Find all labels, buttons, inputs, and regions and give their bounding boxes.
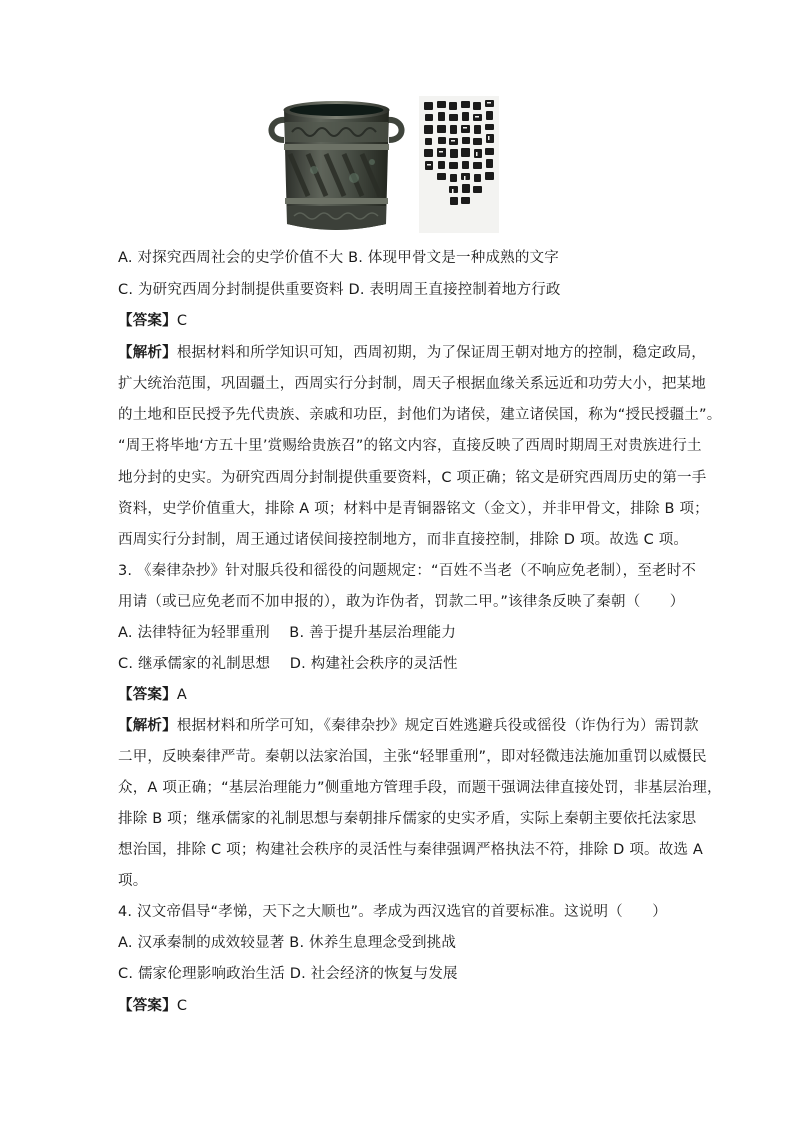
text-line-q2-analysis-7 [118, 530, 688, 550]
text-line-q4-opt-ab [118, 933, 456, 953]
text-segment: 扩大统治范围，巩固疆土，西周实行分封制，周天子根据血缘关系远近和功劳大小，把某地 [118, 376, 706, 392]
text-line-q3-stem-1 [118, 561, 696, 581]
text-segment: C. 继承儒家的礼制思想 D. 构建社会秩序的灵活性 [118, 656, 458, 672]
text-line-q3-analysis-3 [118, 778, 722, 798]
text-line-q2-analysis-3 [118, 405, 721, 425]
bronze-inscription-rubbing-image [419, 96, 499, 233]
text-line-q2-answer [118, 311, 187, 331]
bronze-vessel-figure [264, 96, 500, 238]
text-segment: A. 对探究西周社会的史学价值不大 B. 体现甲骨文是一种成熟的文字 [118, 250, 559, 266]
text-segment: 想治国，排除 C 项；构建社会秩序的灵活性与秦律强调严格执法不符，排除 D 项。故选 A [118, 842, 704, 858]
text-segment: 西周实行分封制，周王通过诸侯间接控制地方，而非直接控制，排除 D 项。故选 C 项。 [118, 532, 689, 548]
text-line-q3-analysis-4 [118, 809, 696, 829]
text-segment: C [176, 313, 188, 329]
text-line-q3-answer [118, 685, 187, 705]
text-line-q2-opt-cd [118, 280, 561, 300]
text-segment: A [176, 687, 187, 703]
bronze-gui-vessel-image [264, 96, 409, 238]
text-segment: C. 为研究西周分封制提供重要资料 D. 表明周王直接控制着地方行政 [118, 282, 561, 298]
text-segment: “周王将毕地‘方五十里’赏赐给贵族召”的铭文内容，直接反映了西周时期周王对贵族进行土 [118, 438, 702, 454]
label-bold: 【解析】 [118, 718, 177, 734]
text-segment: 根据材料和所学知识可知，西周初期，为了保证周王朝对地方的控制，稳定政局， [176, 345, 707, 361]
text-segment: A. 汉承秦制的成效较显著 B. 休养生息理念受到挑战 [118, 935, 457, 951]
label-bold: 【答案】 [118, 687, 177, 703]
text-segment: 地分封的史实。为研究西周分封制提供重要资料，C 项正确；铭文是研究西周历史的第一手 [118, 470, 707, 486]
text-segment: 3. 《秦律杂抄》针对服兵役和徭役的问题规定：“百姓不当老（不响应免老制），至老时不 [118, 563, 697, 579]
label-bold: 【解析】 [118, 345, 177, 361]
label-bold: 【答案】 [118, 313, 177, 329]
text-line-q2-analysis-2 [118, 374, 706, 394]
text-segment: 众，A 项正确；“基层治理能力”侧重地方管理手段，而题干强调法律直接处罚，非基层治理， [118, 780, 722, 796]
text-line-q2-analysis-1 [118, 343, 706, 363]
text-segment: 根据材料和所学可知，《秦律杂抄》规定百姓逃避兵役或徭役（诈伪行为）需罚款 [176, 718, 699, 734]
text-segment: C [176, 998, 188, 1014]
text-segment: 排除 B 项；继承儒家的礼制思想与秦朝排斥儒家的史实矛盾，实际上秦朝主要依托法家思 [118, 811, 697, 827]
text-segment: 用请（或已应免老而不加申报的），敢为诈伪者，罚款二甲。”该律条反映了秦朝（ ） [118, 594, 685, 610]
text-line-q3-stem-2 [118, 592, 685, 612]
text-line-q3-opt-ab [118, 623, 456, 643]
text-line-q3-analysis-2 [118, 747, 707, 767]
text-line-q3-analysis-6 [118, 871, 147, 891]
text-line-q3-opt-cd [118, 654, 458, 674]
text-line-q3-analysis-5 [118, 840, 703, 860]
text-line-q4-opt-cd [118, 964, 458, 984]
text-line-q2-analysis-6 [118, 499, 709, 519]
text-line-q4-answer [118, 996, 187, 1016]
label-bold: 【答案】 [118, 998, 177, 1014]
text-line-q2-opt-ab [118, 248, 559, 268]
text-segment: 二甲，反映秦律严苛。秦朝以法家治国，主张“轻罪重刑”，即对轻微违法施加重罚以威慑民 [118, 749, 707, 765]
text-line-q2-analysis-5 [118, 468, 706, 488]
text-segment: 项。 [118, 873, 148, 889]
text-segment: A. 法律特征为轻罪重刑 B. 善于提升基层治理能力 [118, 625, 457, 641]
text-line-q2-analysis-4 [118, 436, 702, 456]
text-segment: 4. 汉文帝倡导“孝悌，天下之大顺也”。孝成为西汉选官的首要标准。这说明（ ） [118, 904, 667, 920]
text-segment: 资料，史学价值重大，排除 A 项；材料中是青铜器铭文（金文），并非甲骨文，排除 B 项； [118, 501, 709, 517]
text-line-q4-stem [118, 902, 667, 922]
text-line-q3-analysis-1 [118, 716, 699, 736]
text-segment: C. 儒家伦理影响政治生活 D. 社会经济的恢复与发展 [118, 966, 458, 982]
text-segment: 的土地和臣民授予先代贵族、亲戚和功臣，封他们为诸侯，建立诸侯国，称为“授民授疆土”。 [118, 407, 722, 423]
